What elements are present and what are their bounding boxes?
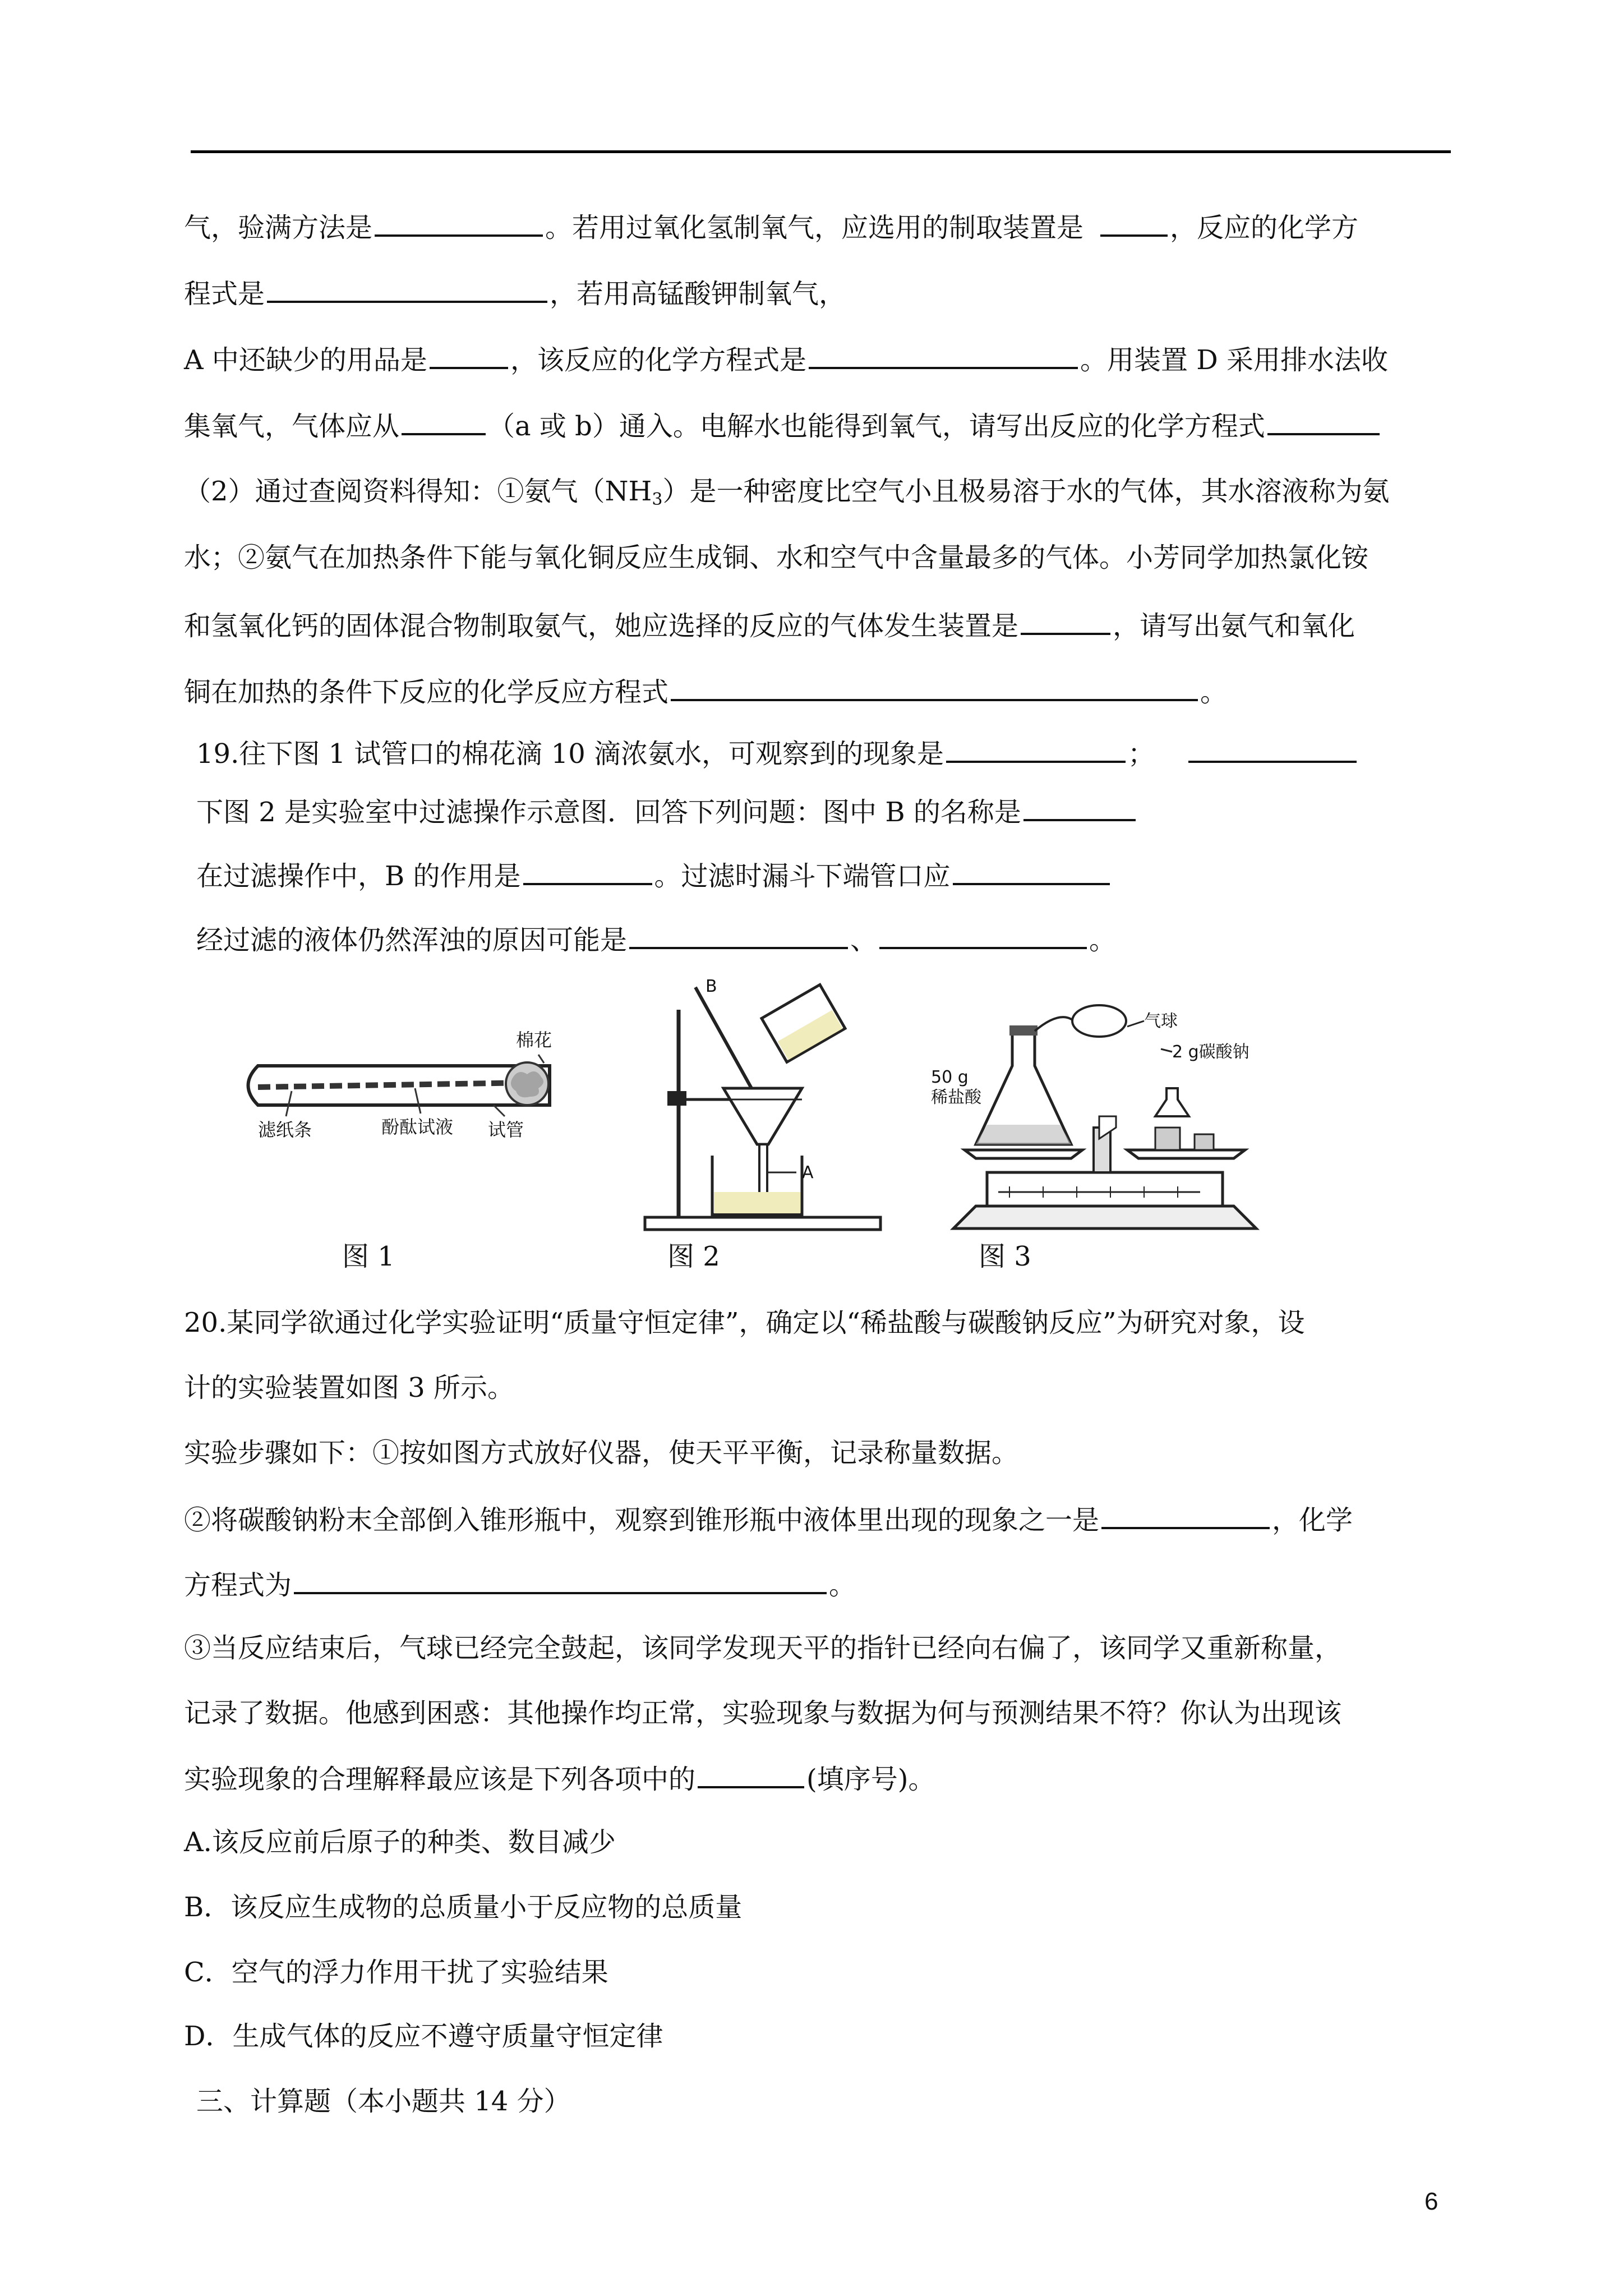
answer-blank[interactable] — [698, 1760, 804, 1788]
q20-option-c[interactable]: C．空气的浮力作用干扰了实验结果 — [184, 1957, 608, 1988]
q20-line-3: 实验步骤如下：①按如图方式放好仪器，使天平平衡，记录称量数据。 — [184, 1437, 1019, 1469]
answer-blank[interactable] — [1021, 607, 1110, 635]
answer-blank[interactable] — [1023, 793, 1136, 821]
q18-line-4: 集氧气，气体应从 （a 或 b）通入。电解水也能得到氧气，请写出反应的化学方程式 — [184, 407, 1382, 443]
q19-line-2: 下图 2 是实验室中过滤操作示意图．回答下列问题：图中 B 的名称是 — [196, 793, 1138, 829]
q19-line-1: 19.往下图 1 试管口的棉花滴 10 滴浓氨水，可观察到的现象是 ； — [196, 735, 1359, 771]
q20-line-6: ③当反应结束后，气球已经完全鼓起，该同学发现天平的指针已经向右偏了，该同学又重新称量， — [184, 1632, 1342, 1664]
q18-line-3: A 中还缺少的用品是 ，该反应的化学方程式是 。用装置 D 采用排水法收 — [184, 341, 1388, 377]
label-sodium-carbonate: 2 g碳酸钠 — [1172, 1042, 1249, 1062]
answer-blank[interactable] — [1100, 209, 1168, 237]
figure-1-test-tube — [236, 1021, 594, 1150]
q19-line-3: 在过滤操作中，B 的作用是 。过滤时漏斗下端管口应 — [196, 857, 1112, 893]
q18-line-1: 气，验满方法是 。若用过氧化氢制氧气，应选用的制取装置是 ，反应的化学方 — [184, 209, 1358, 245]
q20-option-b[interactable]: B．该反应生成物的总质量小于反应物的总质量 — [184, 1892, 743, 1923]
answer-blank[interactable] — [671, 673, 1198, 701]
answer-blank[interactable] — [523, 857, 652, 885]
label-dilute-hcl: 稀盐酸 — [931, 1088, 981, 1107]
label-b: B — [706, 977, 717, 996]
q20-line-1: 20.某同学欲通过化学实验证明“质量守恒定律”，确定以“稀盐酸与碳酸钠反应”为研究对象，设 — [184, 1307, 1305, 1338]
header-rule — [191, 150, 1451, 153]
label-balloon: 气球 — [1144, 1011, 1178, 1031]
q18-line-6: 水；②氨气在加热条件下能与氧化铜反应生成铜、水和空气中含量最多的气体。小芳同学加热氯化铵 — [184, 542, 1369, 573]
q19-line-4: 经过滤的液体仍然浑浊的原因可能是 、 。 — [196, 921, 1116, 957]
q20-option-d[interactable]: D．生成气体的反应不遵守质量守恒定律 — [184, 2021, 663, 2052]
figure-2-caption: 图 2 — [667, 1241, 720, 1272]
answer-blank[interactable] — [879, 921, 1087, 949]
q18-line-8: 铜在加热的条件下反应的化学反应方程式 。 — [184, 673, 1227, 709]
q20-line-8: 实验现象的合理解释最应该是下列各项中的 (填序号)。 — [184, 1760, 935, 1796]
answer-blank[interactable] — [375, 209, 543, 237]
q18-line-5: （2）通过查阅资料得知：①氨气$(NH_3)$是一种密度比空气小且极易溶于水的气体，其水溶液称为氨 — [184, 476, 1390, 509]
q20-line-5: 方程式为 。 — [184, 1566, 856, 1602]
label-test-tube: 试管 — [488, 1119, 524, 1140]
answer-blank[interactable] — [1188, 735, 1357, 763]
label-a: A — [802, 1163, 814, 1182]
q18-line-2: 程式是 ，若用高锰酸钾制氧气， — [184, 275, 846, 311]
answer-blank[interactable] — [267, 275, 547, 303]
answer-blank[interactable] — [946, 735, 1126, 763]
figure-2-filtration — [634, 976, 892, 1240]
answer-blank[interactable] — [430, 341, 508, 369]
label-cotton: 棉花 — [516, 1029, 552, 1051]
section-3-heading: 三、计算题（本小题共 14 分） — [196, 2086, 571, 2117]
page-number: 6 — [1424, 2188, 1438, 2215]
answer-blank[interactable] — [1101, 1501, 1270, 1529]
label-phenolphthalein: 酚酞试液 — [381, 1116, 454, 1138]
label-filter-paper: 滤纸条 — [258, 1119, 312, 1140]
figure-1-caption: 图 1 — [342, 1241, 395, 1272]
answer-blank[interactable] — [809, 341, 1078, 369]
q18-line-7: 和氢氧化钙的固体混合物制取氨气，她应选择的反应的气体发生装置是 ，请写出氨气和氧化 — [184, 607, 1355, 643]
answer-blank[interactable] — [953, 857, 1110, 885]
q20-line-7: 记录了数据。他感到困惑：其他操作均正常，实验现象与数据为何与预测结果不符？你认为出现该 — [184, 1697, 1342, 1729]
answer-blank[interactable] — [1267, 407, 1380, 435]
q20-line-2: 计的实验装置如图 3 所示。 — [184, 1372, 515, 1404]
q20-line-4: ②将碳酸钠粉末全部倒入锥形瓶中，观察到锥形瓶中液体里出现的现象之一是 ，化学 — [184, 1501, 1353, 1537]
label-hcl-mass: 50 g — [931, 1068, 969, 1087]
answer-blank[interactable] — [402, 407, 486, 435]
figure-3-balance — [931, 987, 1279, 1245]
q20-option-a[interactable]: A.该反应前后原子的种类、数目减少 — [184, 1826, 616, 1858]
answer-blank[interactable] — [629, 921, 848, 949]
answer-blank[interactable] — [294, 1566, 827, 1594]
figure-3-caption: 图 3 — [979, 1241, 1031, 1272]
